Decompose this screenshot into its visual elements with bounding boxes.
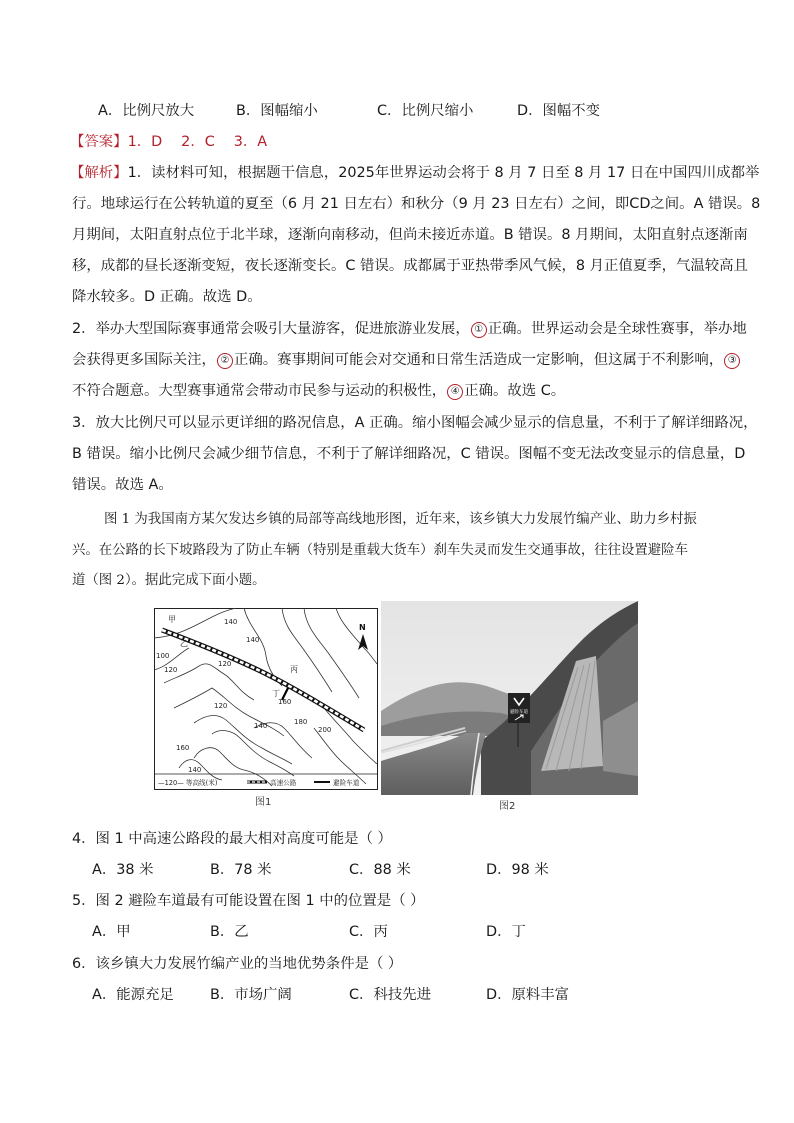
- contour-label: 160: [278, 698, 292, 706]
- label-bing: 丙: [290, 665, 298, 674]
- contour-label: 140: [224, 618, 238, 626]
- q4-option-b: B．78 米: [210, 862, 272, 878]
- contour-label: 120: [214, 702, 228, 710]
- contour-label: 100: [156, 652, 170, 660]
- analysis-line-3: 月期间，太阳直射点位于北半球，逐渐向南移动，但尚未接近赤道。B 错误。8 月期间，太阳直射点逐渐南: [72, 227, 748, 243]
- intro-line-1: 图 1 为我国南方某欠发达乡镇的局部等高线地形图，近年来，该乡镇大力发展竹编产业、助力乡村振: [104, 512, 697, 527]
- analysis-p2-line-3: 不符合题意。大型赛事通常会带动市民参与运动的积极性， ④ 正确。故选 C。: [72, 383, 566, 399]
- q5-option-c: C．丙: [349, 924, 388, 940]
- contour-label: 120: [164, 666, 178, 674]
- label-ding: 丁: [272, 689, 280, 698]
- contour-label: 200: [318, 726, 332, 734]
- contour-label: 140: [246, 636, 260, 644]
- analysis-label: 【解析】: [70, 165, 128, 181]
- contour-label: 160: [176, 744, 190, 752]
- q4-option-c: C．88 米: [349, 862, 411, 878]
- figure1-caption: 图1: [255, 797, 272, 808]
- legend-contour: —120— 等高线(米): [158, 779, 218, 787]
- q5-option-d: D．丁: [486, 924, 526, 940]
- escape-lane-sign: [508, 693, 530, 723]
- north-label: N: [359, 623, 366, 632]
- q6-option-a: A．能源充足: [92, 987, 174, 1003]
- label-yi: 乙: [180, 639, 188, 648]
- answer-label: 【答案】: [70, 134, 128, 150]
- legend-escape-lane: 避险车道: [333, 779, 360, 787]
- analysis-line-1: 【解析】1．读材料可知，根据题干信息，2025年世界运动会将于 8 月 7 日至 8 月 17 日在中国四川成都举: [70, 165, 760, 181]
- contour-label: 120: [218, 660, 232, 668]
- analysis-line-5: 降水较多。D 正确。故选 D。: [72, 289, 262, 305]
- analysis-p2-line-2: 会获得更多国际关注， ② 正确。赛事期间可能会对交通和日常生活造成一定影响，但这属于不利影响， ③: [72, 350, 741, 370]
- q6-option-c: C．科技先进: [349, 987, 432, 1003]
- analysis-p2-line-1: 2．举办大型国际赛事通常会吸引大量游客，促进旅游业发展， ① 正确。世界运动会是全球性赛事，举办地: [72, 321, 747, 337]
- sign-text: 避险车道: [510, 710, 528, 715]
- q5-option-a: A．甲: [92, 924, 131, 940]
- option-a: A．比例尺放大: [98, 103, 195, 119]
- analysis-p3-line-2: B 错误。缩小比例尺会减少细节信息，不利于了解详细路况，C 错误。图幅不变无法改变显示的信息量，D: [72, 446, 746, 462]
- circled-4: ④: [447, 384, 463, 400]
- intro-line-3: 道（图 2）。据此完成下面小题。: [72, 573, 266, 588]
- contour-label: 140: [188, 766, 202, 774]
- answer-line: [70, 132, 267, 152]
- intro-line-2: 兴。在公路的长下坡路段为了防止车辆（特别是重载大货车）刹车失灵而发生交通事故，往往设置避险车: [72, 543, 688, 558]
- contour-map: [154, 608, 378, 790]
- answer-text: 1．D 2．C 3．A: [127, 134, 268, 150]
- q6-option-b: B．市场广阔: [210, 987, 292, 1003]
- contour-label: 140: [254, 722, 268, 730]
- figure2-caption: 图2: [499, 801, 516, 812]
- question-6-stem: 6．该乡镇大力发展竹编产业的当地优势条件是（ ）: [72, 956, 403, 972]
- question-5-stem: 5．图 2 避险车道最有可能设置在图 1 中的位置是（ ）: [72, 893, 425, 909]
- analysis-line-2: 行。地球运行在公转轨道的夏至（6 月 21 日左右）和秋分（9 月 23 日左右）之间，即CD之间。A 错误。8: [72, 196, 761, 212]
- legend-highway: 高速公路: [270, 779, 297, 787]
- question-4-stem: 4．图 1 中高速公路段的最大相对高度可能是（ ）: [72, 831, 392, 847]
- option-b: B．图幅缩小: [236, 103, 318, 119]
- analysis-line-4: 移，成都的昼长逐渐变短，夜长逐渐变长。C 错误。成都属于亚热带季风气候，8 月正值夏季，气温较高且: [72, 258, 748, 274]
- q5-option-b: B．乙: [210, 924, 249, 940]
- analysis-p3-line-1: 3．放大比例尺可以显示更详细的路况信息，A 正确。缩小图幅会减少显示的信息量，不利于了解详细路况，: [72, 415, 758, 431]
- circled-3: ③: [724, 353, 740, 369]
- q6-option-d: D．原料丰富: [486, 987, 570, 1003]
- option-c: C．比例尺缩小: [377, 103, 474, 119]
- q4-option-d: D．98 米: [486, 862, 549, 878]
- option-d: D．图幅不变: [517, 103, 601, 119]
- contour-label: 180: [294, 718, 308, 726]
- q4-option-a: A．38 米: [92, 862, 154, 878]
- escape-lane-photo: [381, 601, 638, 795]
- analysis-p3-line-3: 错误。故选 A。: [72, 477, 173, 493]
- circled-1: ①: [471, 322, 487, 338]
- circled-2: ②: [217, 353, 233, 369]
- label-jia: 甲: [168, 615, 176, 624]
